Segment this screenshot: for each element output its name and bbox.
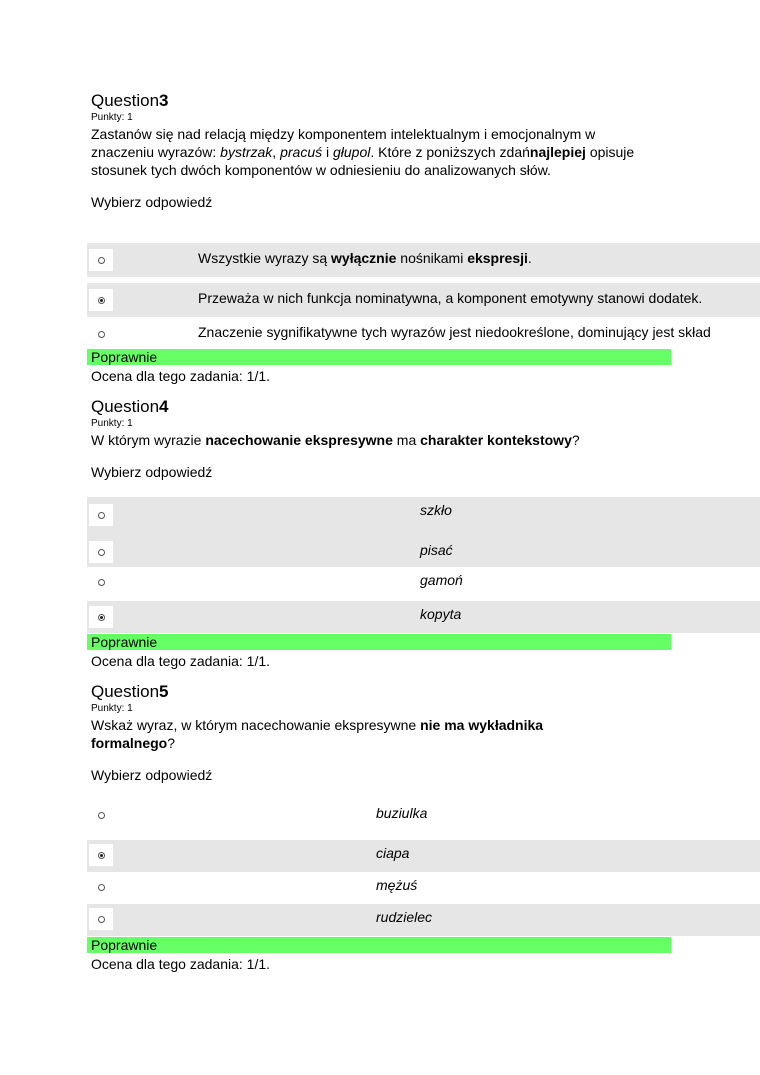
option-label: pisać (420, 542, 453, 558)
question-number: 5 (159, 682, 169, 701)
text-part: , (272, 144, 281, 160)
text-part: . Które z poniższych zdań (370, 144, 530, 160)
option-label: ciapa (376, 845, 410, 861)
text-part: Zastanów się nad relacją między komponentem intelektualnym i emocjonalnym w znaczeniu wyrazów: (91, 126, 596, 160)
question-label: Question (91, 91, 160, 110)
question-text (91, 716, 611, 752)
points-label: Punkty: 1 (91, 703, 133, 714)
option-label: szkło (420, 502, 452, 518)
radio-button[interactable] (89, 876, 113, 898)
text-part: wyłącznie (331, 250, 397, 266)
text-part: i (322, 144, 333, 160)
text-part: nie ma wykładnika formalnego (91, 717, 544, 751)
question-text (91, 431, 760, 449)
option-row[interactable] (87, 243, 760, 277)
text-part: bystrzak (220, 144, 273, 160)
text-part: głupol (333, 144, 371, 160)
text-part: najlepiej (529, 144, 586, 160)
radio-button[interactable] (89, 323, 113, 345)
radio-button[interactable] (89, 571, 113, 593)
text-part: Wszystkie wyrazy są (198, 250, 332, 266)
text-part: nacechowanie ekspresywne (205, 432, 393, 448)
radio-button[interactable] (89, 844, 113, 866)
text-part: pracuś (280, 144, 323, 160)
option-row[interactable] (87, 800, 760, 840)
radio-button[interactable] (89, 249, 113, 271)
question-title (91, 91, 760, 111)
grade-text: Ocena dla tego zadania: 1/1. (91, 368, 271, 384)
option-row[interactable] (87, 872, 760, 904)
text-part: W którym wyrazie (91, 432, 206, 448)
question-text (91, 125, 661, 179)
points-label: Punkty: 1 (91, 112, 133, 123)
points-label: Punkty: 1 (91, 418, 133, 429)
option-label: Przeważa w nich funkcja nominatywna, a komponent emotywny stanowi dodatek. (198, 290, 703, 306)
option-label: gamoń (420, 572, 463, 588)
option-label: Znaczenie sygnifikatywne tych wyrazów jest niedookreślone, dominujący jest skład (198, 324, 711, 340)
option-label: buziulka (376, 805, 428, 821)
text-part: nośnikami (396, 250, 468, 266)
option-row[interactable] (87, 317, 760, 351)
question-3 (91, 91, 760, 211)
text-part: ekspresji (467, 250, 528, 266)
question-5 (91, 682, 760, 784)
radio-button[interactable] (89, 606, 113, 628)
option-row[interactable] (87, 537, 760, 567)
option-label: kopyta (420, 606, 462, 622)
text-part: ma (392, 432, 421, 448)
status-correct: Poprawnie (87, 349, 671, 365)
text-part: . (527, 250, 532, 266)
option-label (198, 249, 532, 267)
question-number: 3 (159, 91, 169, 110)
grade-text: Ocena dla tego zadania: 1/1. (91, 956, 271, 972)
option-row[interactable] (87, 904, 760, 936)
radio-button[interactable] (89, 289, 113, 311)
question-title (91, 397, 760, 417)
text-part: charakter kontekstowy (420, 432, 572, 448)
status-correct: Poprawnie (87, 634, 671, 650)
radio-button[interactable] (89, 804, 113, 826)
question-title (91, 682, 760, 702)
text-part: ? (167, 735, 176, 751)
option-row[interactable] (87, 840, 760, 872)
option-label: mężuś (376, 877, 418, 893)
text-part: Wskaż wyraz, w którym nacechowanie ekspresywne (91, 717, 421, 733)
grade-text: Ocena dla tego zadania: 1/1. (91, 653, 271, 669)
question-label: Question (91, 682, 160, 701)
option-row[interactable] (87, 497, 760, 537)
radio-button[interactable] (89, 541, 113, 563)
radio-button[interactable] (89, 504, 113, 526)
option-row[interactable] (87, 283, 760, 317)
answer-prompt: Wybierz odpowiedź (91, 464, 213, 480)
answer-prompt: Wybierz odpowiedź (91, 194, 213, 210)
answer-prompt: Wybierz odpowiedź (91, 767, 213, 783)
option-row[interactable] (87, 567, 760, 601)
question-4 (91, 397, 760, 481)
option-row[interactable] (87, 601, 760, 633)
question-label: Question (91, 397, 160, 416)
text-part: opisuje stosunek tych dwóch komponentów w odniesieniu do analizowanych słów. (91, 144, 635, 178)
radio-button[interactable] (89, 908, 113, 930)
text-part: ? (571, 432, 580, 448)
question-number: 4 (159, 397, 169, 416)
option-label: rudzielec (376, 909, 433, 925)
status-correct: Poprawnie (87, 937, 671, 953)
